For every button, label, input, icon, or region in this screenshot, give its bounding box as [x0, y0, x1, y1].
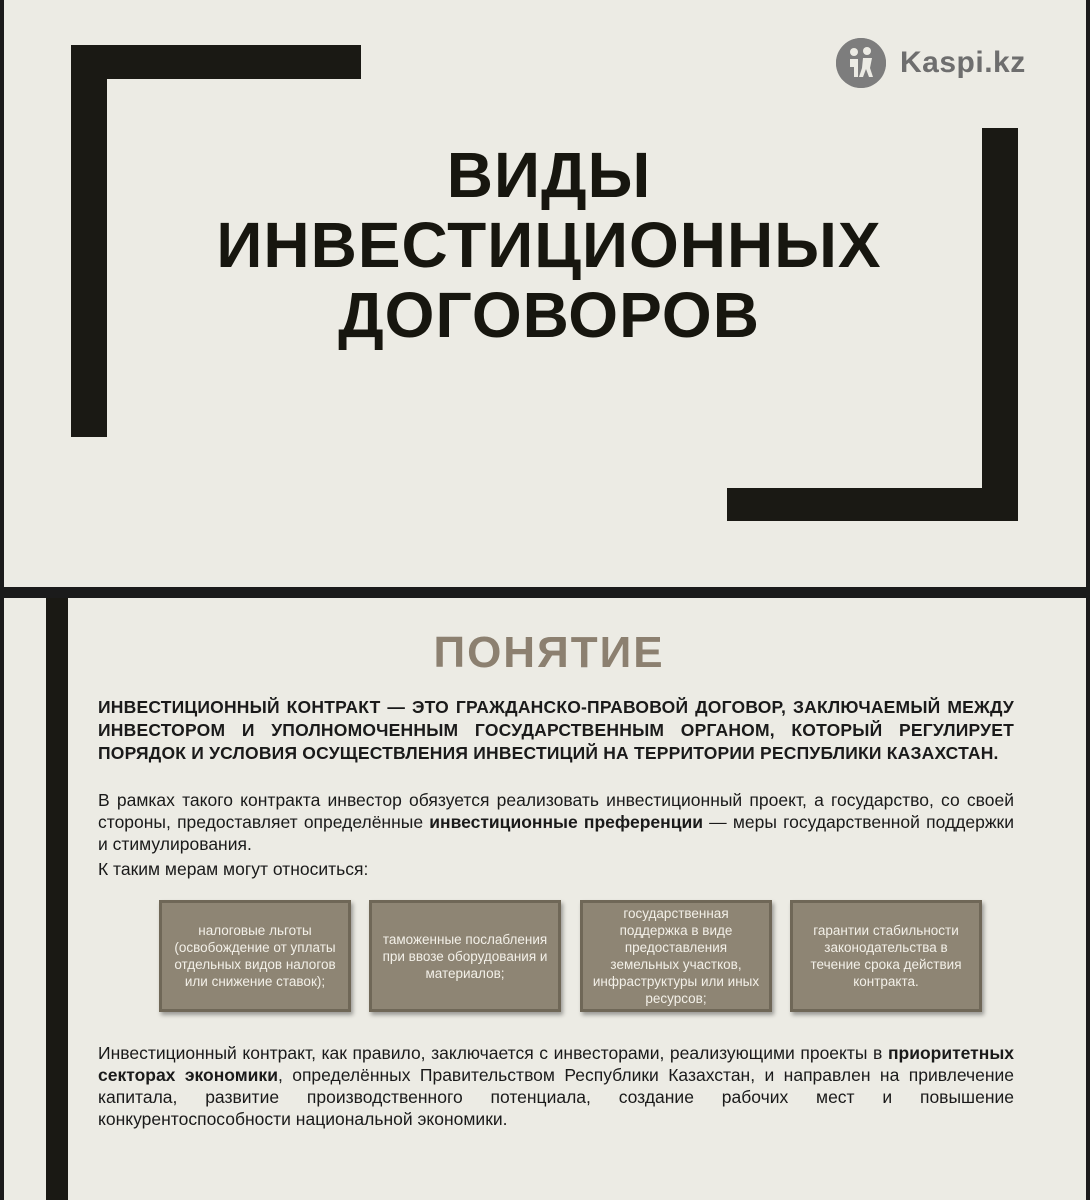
- measure-text-2: таможенные послабления при ввозе оборудования и материалов;: [382, 931, 548, 981]
- para1-start: В рамках такого контракта инвестор обязуется реализовать инвестиционный проект, а государство, со своей стороны, предоставляет определённые: [98, 790, 1014, 832]
- title-slide: [4, 0, 1086, 587]
- kaspi-logo[interactable]: [836, 38, 1026, 88]
- title-line-1: ВИДЫ: [446, 139, 652, 211]
- para3-end: , определённых Правительством Республики Казахстан, и направлен на привлечение капитала, развитие производственного потенциала, создание рабочих мест и повышение конкурентоспособности национальной экономики.: [98, 1065, 1014, 1129]
- para1-end: — меры государственной поддержки и стимулирования.: [98, 812, 1014, 854]
- measure-box-state-support: [580, 900, 772, 1012]
- section-heading: ПОНЯТИЕ: [433, 628, 665, 677]
- paragraph-preferences: [98, 789, 1014, 855]
- measure-box-customs: [369, 900, 561, 1012]
- measure-text-1: налоговые льготы (освобождение от уплаты отдельных видов налогов или снижение ставок);: [174, 923, 336, 989]
- measure-text-4: гарантии стабильности законодательства в течение срока действия контракта.: [810, 923, 962, 989]
- para3-bold: приоритетных секторах экономики: [98, 1043, 1014, 1085]
- measure-box-guarantees: [790, 900, 982, 1012]
- slide-title: [104, 140, 994, 350]
- concept-slide: [4, 598, 1086, 1200]
- kaspi-logo-icon: [836, 38, 886, 88]
- kaspi-logo-text: Kaspi.kz: [900, 46, 1026, 79]
- corner-bracket-top-horizontal: [71, 45, 361, 79]
- title-line-3: ДОГОВОРОВ: [338, 279, 760, 351]
- para1-bold: инвестиционные преференции: [429, 812, 703, 832]
- title-line-2: ИНВЕСТИЦИОННЫХ: [216, 209, 882, 281]
- measure-box-tax: [159, 900, 351, 1012]
- measure-text-3: государственная поддержка в виде предоставления земельных участков, инфраструктуры или иных ресурсов;: [592, 906, 760, 1006]
- left-accent-bar: [46, 598, 68, 1200]
- corner-bracket-left-vertical: [71, 45, 107, 437]
- paragraph-measures-intro: К таким мерам могут относиться:: [98, 859, 369, 879]
- paragraph-priority-sectors: [98, 1042, 1014, 1130]
- definition-text: ИНВЕСТИЦИОННЫЙ КОНТРАКТ — ЭТО ГРАЖДАНСКО-ПРАВОВОЙ ДОГОВОР, ЗАКЛЮЧАЕМЫЙ МЕЖДУ ИНВЕСТОРОМ И УПОЛНОМОЧЕННЫМ ГОСУДАРСТВЕННЫМ ОРГАНОМ, КОТОРЫЙ РЕГУЛИРУЕТ ПОРЯДОК И УСЛОВИЯ ОСУЩЕСТВЛЕНИЯ ИНВЕСТИЦИЙ НА ТЕРРИТОРИИ РЕСПУБЛИКИ КАЗАХСТАН.: [98, 697, 1014, 763]
- para3-start: Инвестиционный контракт, как правило, заключается с инвесторами, реализующими проекты в: [98, 1043, 888, 1063]
- corner-bracket-bottom-horizontal: [727, 488, 1018, 521]
